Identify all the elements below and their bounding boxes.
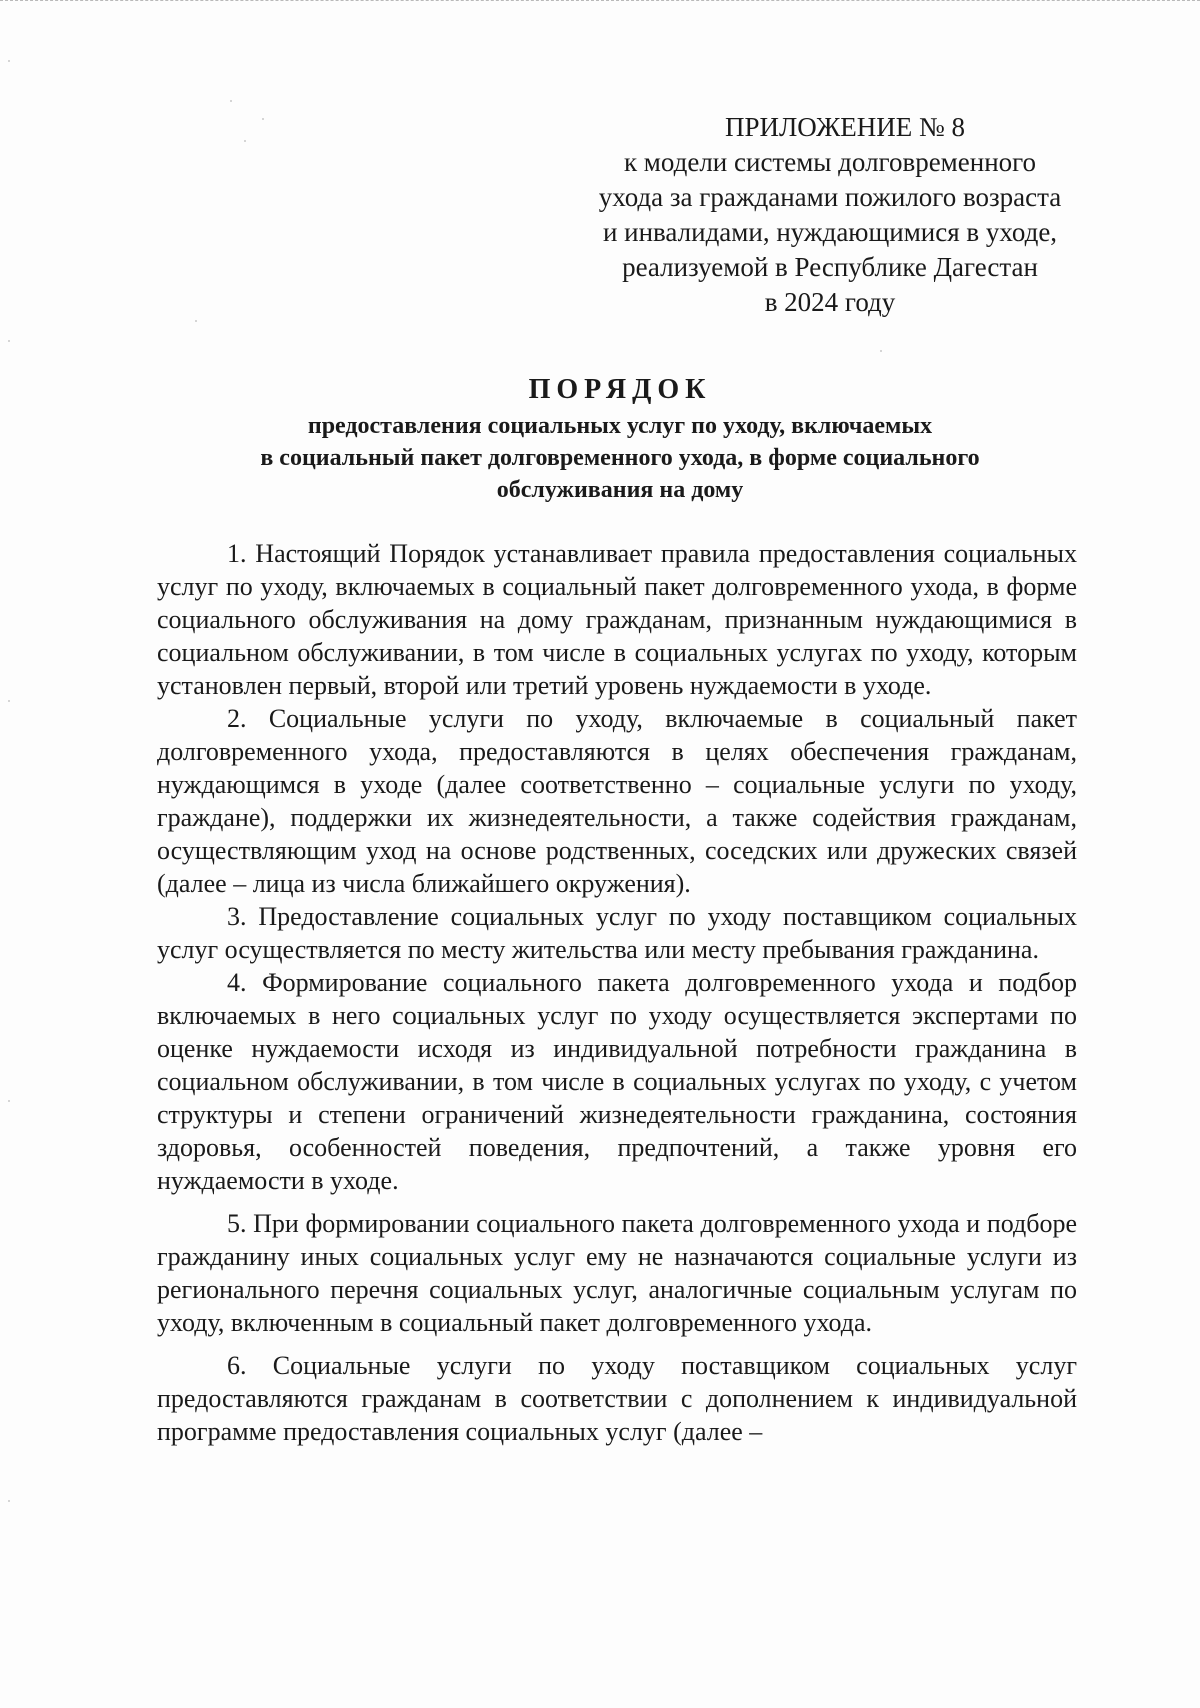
scan-speck: [8, 700, 10, 702]
heading-title: ПОРЯДОК: [528, 374, 712, 405]
paragraph-1: 1. Настоящий Порядок устанавливает правила предоставления социальных услуг по уходу, включаемых в социальный пакет долговременного ухода, в форме социального обслуживания на дому гражданам, признанным нуждающимися в социальном обслуживании, в том числе в социальных услугах по уходу, которым установлен первый, второй или третий уровень нуждаемости в уходе.: [157, 539, 1077, 700]
scan-speck: [195, 320, 197, 322]
appendix-line: реализуемой в Республике Дагестан: [622, 252, 1038, 282]
heading-subtitle-line: в социальный пакет долговременного ухода, в форме социального: [260, 445, 980, 471]
scan-speck: [8, 340, 10, 342]
appendix-line: к модели системы долговременного: [623, 147, 1037, 177]
heading-subtitle-line: предоставления социальных услуг по уходу, включаемых: [307, 413, 933, 439]
appendix-line: и инвалидами, нуждающимися в уходе,: [602, 217, 1058, 247]
heading-subtitle-line: обслуживания на дому: [496, 477, 744, 503]
scan-speck: [8, 1500, 10, 1502]
paragraph-5: 5. При формировании социального пакета долговременного ухода и подборе гражданину иных социальных услуг ему не назначаются социальные услуги из регионального перечня социальных услуг, аналогичные социальным услугам по уходу, включенным в социальный пакет долговременного ухода.: [157, 1209, 1077, 1337]
scan-speck: [244, 140, 246, 142]
appendix-title: ПРИЛОЖЕНИЕ № 8: [724, 112, 966, 142]
paragraph-3: 3. Предоставление социальных услуг по уходу поставщиком социальных услуг осуществляется по месту жительства или месту пребывания гражданина.: [157, 902, 1077, 964]
paragraph-4: 4. Формирование социального пакета долговременного ухода и подбор включаемых в него социальных услуг по уходу осуществляется экспертами по оценке нуждаемости исходя из индивидуальной потребности гражданина в социальном обслуживании, в том числе в социальных услугах по уходу, с учетом структуры и степени ограничений жизнедеятельности гражданина, состояния здоровья, особенностей поведения, предпочтений, а также уровня его нуждаемости в уходе.: [157, 968, 1077, 1195]
scan-speck: [880, 350, 882, 352]
paragraph-2: 2. Социальные услуги по уходу, включаемые в социальный пакет долговременного ухода, предоставляются в целях обеспечения гражданам, нуждающимся в уходе (далее соответственно – социальные услуги по уходу, граждане), поддержки их жизнедеятельности, а также содействия гражданам, осуществляющим уход на основе родственных, соседских или дружеских связей (далее – лица из числа ближайшего окружения).: [157, 704, 1077, 898]
appendix-block: [560, 110, 1100, 320]
appendix-line: в 2024 году: [764, 287, 896, 317]
scan-speck: [262, 118, 264, 120]
paragraph-6: 6. Социальные услуги по уходу поставщиком социальных услуг предоставляются гражданам в соответствии с дополнением к индивидуальной программе предоставления социальных услуг (далее –: [157, 1351, 1077, 1446]
scan-speck: [8, 60, 10, 62]
scan-speck: [8, 1100, 10, 1102]
scan-edge-line: [0, 0, 1200, 3]
document-heading: [150, 370, 1090, 506]
appendix-line: ухода за гражданами пожилого возраста: [598, 182, 1062, 212]
scan-speck: [230, 100, 232, 102]
document-body: [157, 537, 1077, 1448]
